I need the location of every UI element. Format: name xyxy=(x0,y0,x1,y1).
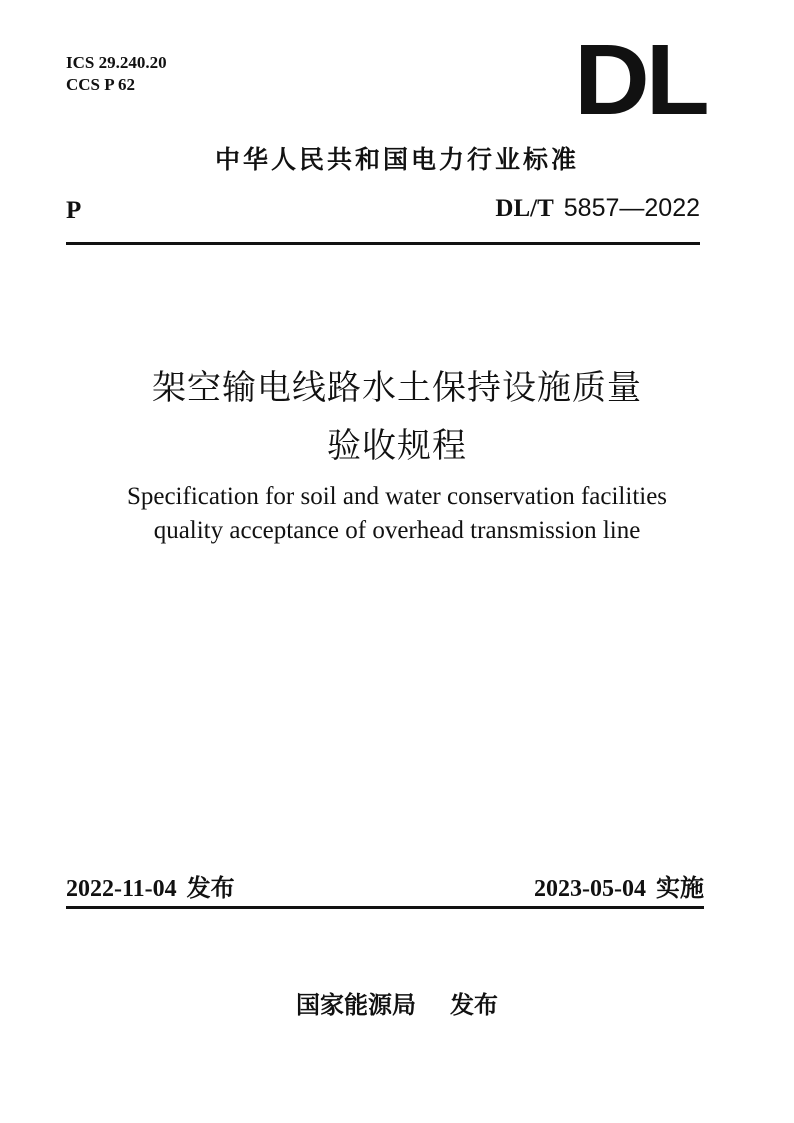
title-en-line1: Specification for soil and water conservation facilities xyxy=(126,483,668,510)
publisher xyxy=(0,985,794,1020)
standard-number xyxy=(495,194,700,223)
publisher-action: 发布 xyxy=(450,991,498,1019)
dl-logo: DL xyxy=(574,24,706,136)
ics-code: ICS 29.240.20 xyxy=(66,53,167,72)
issue-label: 发布 xyxy=(186,874,235,902)
title-cn-line2: 验收规程 xyxy=(327,426,467,466)
issue-date-block xyxy=(66,868,235,903)
header-divider xyxy=(66,242,700,245)
issue-date: 2022-11-04 xyxy=(66,876,177,902)
footer-divider xyxy=(66,906,704,909)
standard-type-heading: 中华人民共和国电力行业标准 xyxy=(214,145,579,174)
title-cn-line1: 架空输电线路水土保持设施质量 xyxy=(152,368,642,408)
implementation-date-block xyxy=(534,868,704,903)
standard-number-prefix: DL/T xyxy=(495,195,554,222)
title-en-line2: quality acceptance of overhead transmission line xyxy=(153,517,641,544)
implementation-date: 2023-05-04 xyxy=(534,876,646,902)
publisher-name: 国家能源局 xyxy=(296,991,416,1019)
standard-number-value: 5857—2022 xyxy=(563,194,700,222)
classification-letter: P xyxy=(66,197,82,224)
ccs-code: CCS P 62 xyxy=(66,75,135,94)
implementation-label: 实施 xyxy=(656,874,704,902)
classification-codes xyxy=(66,52,167,96)
